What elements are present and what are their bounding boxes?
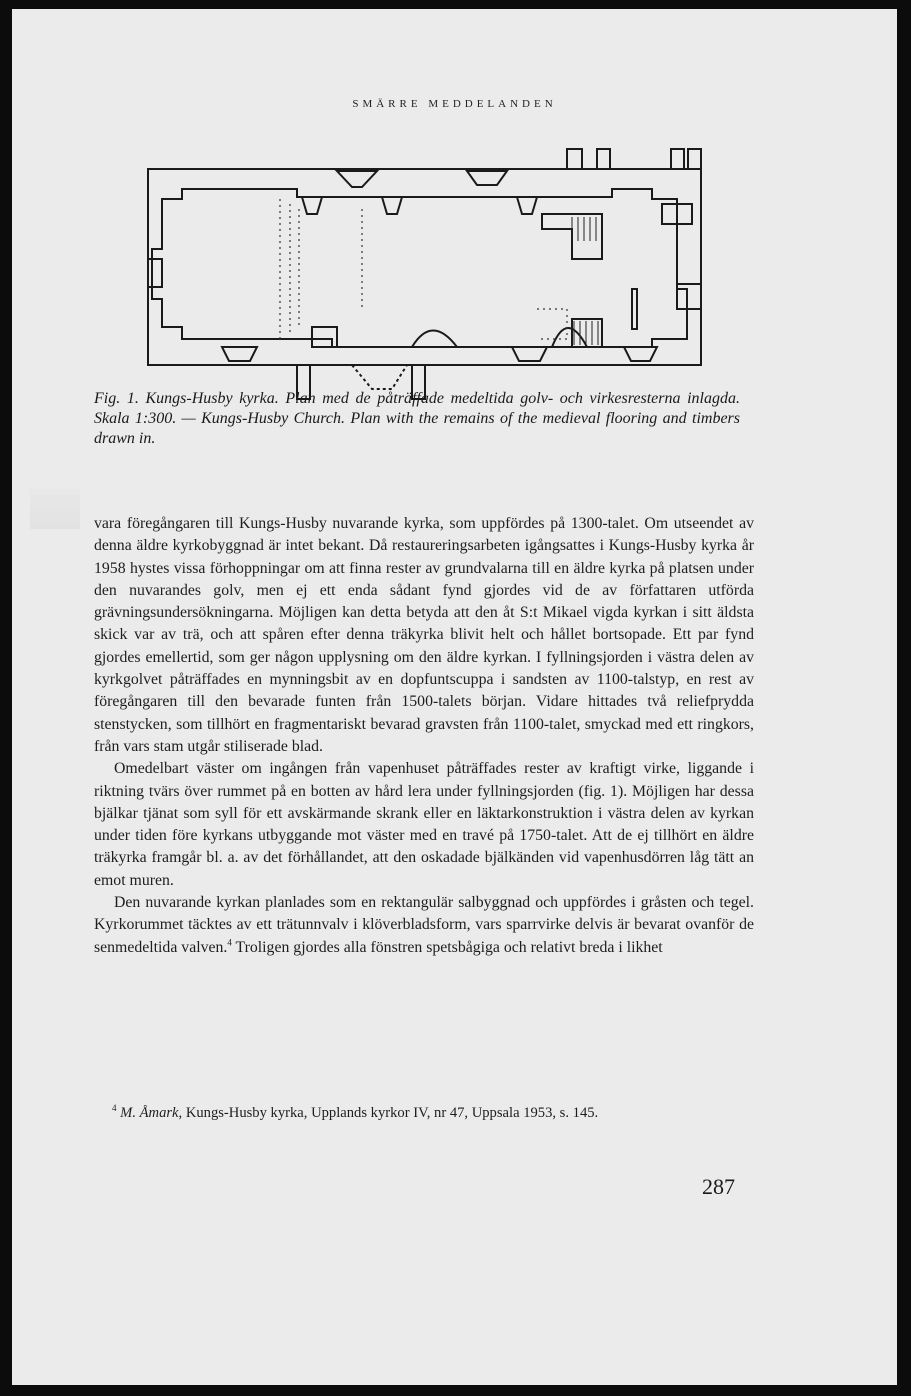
paragraph-text: Troligen gjordes alla fönstren spetsbågiga och relativt breda i likhet — [231, 938, 663, 956]
footnote-text: Kungs-Husby kyrka, Upplands kyrkor IV, nr 47, Uppsala 1953, s. 145. — [182, 1105, 599, 1121]
page-number: 287 — [702, 1174, 735, 1199]
footnote-mark: 4 — [112, 1103, 117, 1114]
footnote — [94, 1104, 754, 1123]
book-page — [12, 9, 897, 1385]
body-text — [94, 513, 754, 959]
paragraph — [94, 892, 754, 959]
scan-artifact — [30, 489, 80, 529]
figure-caption: Fig. 1. Kungs-Husby kyrka. Plan med de påträffade medeltida golv- och virkesresterna inlagda. Skala 1:300. — Kungs-Husby Church. Plan with the remains of the medieval flooring and timbers drawn in. — [94, 390, 740, 447]
church-floor-plan — [12, 9, 897, 409]
paragraph: Omedelbart väster om ingången från vapenhuset påträffades rester av kraftigt virke, liggande i riktning tvärs över rummet på en botten av hård lera under fyllningsjorden (fig. 1). Möjligen har dessa bjälkar tjänat som syll för ett avskärmande skrank eller en läktarkonstruktion i västra delen av kyrkan under tiden före kyrkans utbyggande mot väster med en travé på 1750-talet. Att de ej tillhört en äldre träkyrka framgår bl. a. av det förhållandet, att den oskadade bjälkänden vid vapenhusdörren låg tätt an emot muren. — [94, 760, 754, 889]
running-head: SMÄRRE MEDDELANDEN — [352, 98, 557, 110]
footnote-author: M. Åmark, — [120, 1105, 183, 1121]
paragraph: vara föregångaren till Kungs-Husby nuvarande kyrka, som uppfördes på 1300-talet. Om utseendet av denna äldre kyrkobyggnad är intet bekant. Då restaureringsarbeten igångsattes i Kungs-Husby kyrka år 1958 hystes vissa förhoppningar om att finna rester av grundvalarna till en äldre kyrka på platsen under den nuvarandes golv, men ej ett enda sådant fynd gjordes vid de av författaren utförda grävningsundersökningarna. Möjligen kan detta betyda att den åt S:t Mikael vigda kyrkan i sitt äldsta skick var av trä, och att spåren efter denna träkyrka blivit helt och hållet bortsopade. Ett par fynd gjordes emellertid, som ger någon upplysning om den äldre kyrkan. I fyllningsjorden i västra delen av kyrkgolvet påträffades en mynningsbit av en dopfuntscuppa i sandsten av 1100-talstyp, en rest av föregångaren till den bevarade funten från 1500-talets början. Vidare hittades två reliefprydda stenstycken, som tillhört en fragmentariskt bevarad gravsten från 1100-talet, smyckad med ett ringkors, från vars stam utgår stiliserade blad. — [94, 515, 754, 755]
paragraph-text: Den nuvarande kyrkan planlades som en rektangulär salbyggnad och uppfördes i gråsten och tegel. Kyrkorummet täcktes av ett trätunnvalv i klöverbladsform, vars sparrvirke delvis är bevarat ovanför de senmedeltida valven. — [94, 894, 754, 956]
footnote-reference: 4 — [227, 937, 232, 948]
